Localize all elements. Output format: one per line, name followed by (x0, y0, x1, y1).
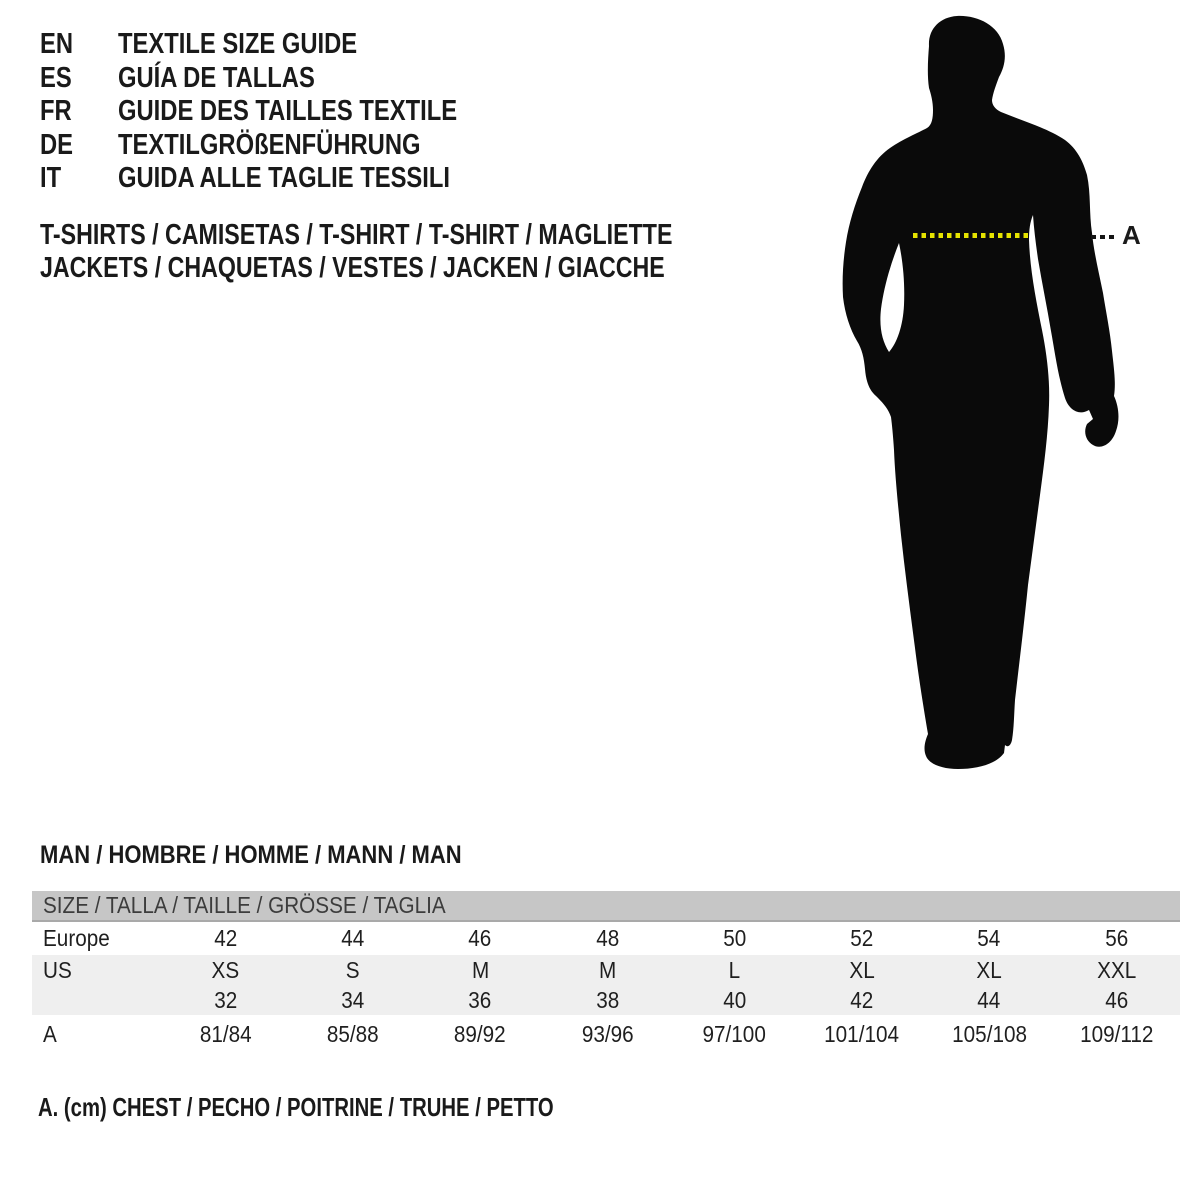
language-row (40, 28, 532, 62)
table-cell: 54 (977, 925, 1001, 951)
row-label (32, 987, 162, 1014)
table-row-chest (32, 1015, 1180, 1053)
language-code: DE (40, 128, 74, 161)
table-cell: 46 (1104, 986, 1128, 1013)
language-code: FR (40, 95, 72, 127)
table-cell: 44 (977, 986, 1001, 1013)
table-cell: S (345, 956, 360, 983)
table-cell: XL (849, 956, 875, 983)
language-row (40, 62, 532, 96)
table-cell: 44 (341, 925, 365, 951)
size-table-header: SIZE / TALLA / TAILLE / GRÖSSE / TAGLIA (32, 891, 1180, 922)
table-cell: XXL (1096, 956, 1136, 983)
table-cell: 97/100 (702, 1020, 767, 1047)
table-row-europe (32, 922, 1180, 955)
table-cell: 109/112 (1079, 1020, 1154, 1047)
table-cell: 50 (723, 925, 747, 951)
language-label: GUIDE DES TAILLES TEXTILE (118, 95, 458, 127)
category-lines (40, 219, 831, 285)
table-row-numeric (32, 985, 1180, 1015)
marker-leader-line (1091, 235, 1118, 239)
table-cell: 52 (850, 925, 874, 951)
category-line-tshirts: T-SHIRTS / CAMISETAS / T-SHIRT / T-SHIRT / MAGLIETTE (40, 219, 673, 251)
table-cell: 34 (341, 986, 365, 1013)
size-table (32, 891, 1180, 1053)
table-row-us (32, 955, 1180, 985)
language-label: TEXTILGRÖßENFÜHRUNG (118, 128, 421, 161)
man-silhouette (820, 0, 1200, 790)
table-cell: M (598, 956, 616, 983)
language-label: GUÍA DE TALLAS (118, 61, 315, 94)
table-cell: XS (211, 956, 240, 983)
language-label: TEXTILE SIZE GUIDE (118, 28, 358, 60)
language-code: EN (40, 28, 74, 60)
table-cell: 32 (214, 986, 238, 1013)
section-title: MAN / HOMBRE / HOMME / MANN / MAN (40, 841, 462, 869)
table-cell: L (728, 956, 741, 983)
table-cell: 42 (214, 925, 238, 951)
table-cell: 89/92 (454, 1020, 507, 1047)
table-cell: M (471, 956, 489, 983)
table-cell: 56 (1104, 925, 1128, 951)
table-cell: 48 (595, 925, 619, 951)
table-cell: 105/108 (951, 1020, 1027, 1047)
language-label: GUIDA ALLE TAGLIE TESSILI (118, 162, 451, 194)
language-row (40, 95, 532, 129)
measure-footnote: A. (cm) CHEST / PECHO / POITRINE / TRUHE / PETTO (38, 1092, 554, 1122)
table-cell: 40 (723, 986, 747, 1013)
category-line-jackets: JACKETS / CHAQUETAS / VESTES / JACKEN / GIACCHE (40, 252, 665, 284)
table-cell: 46 (468, 925, 492, 951)
row-label: A (43, 1020, 57, 1047)
language-row (40, 162, 532, 196)
language-row (40, 129, 532, 163)
language-title-block (40, 28, 532, 196)
row-label: Europe (43, 925, 110, 951)
table-cell: 38 (595, 986, 619, 1013)
chest-measure-line (913, 233, 1032, 238)
table-cell: 93/96 (581, 1020, 634, 1047)
table-cell: 81/84 (199, 1020, 252, 1047)
table-cell: 101/104 (824, 1020, 900, 1047)
row-label: US (43, 956, 72, 983)
table-cell: 42 (850, 986, 874, 1013)
table-cell: 85/88 (326, 1020, 379, 1047)
language-code: ES (40, 61, 72, 94)
marker-a-label: A (1122, 220, 1141, 250)
table-cell: XL (976, 956, 1002, 983)
language-code: IT (40, 162, 62, 194)
table-cell: 36 (468, 986, 492, 1013)
